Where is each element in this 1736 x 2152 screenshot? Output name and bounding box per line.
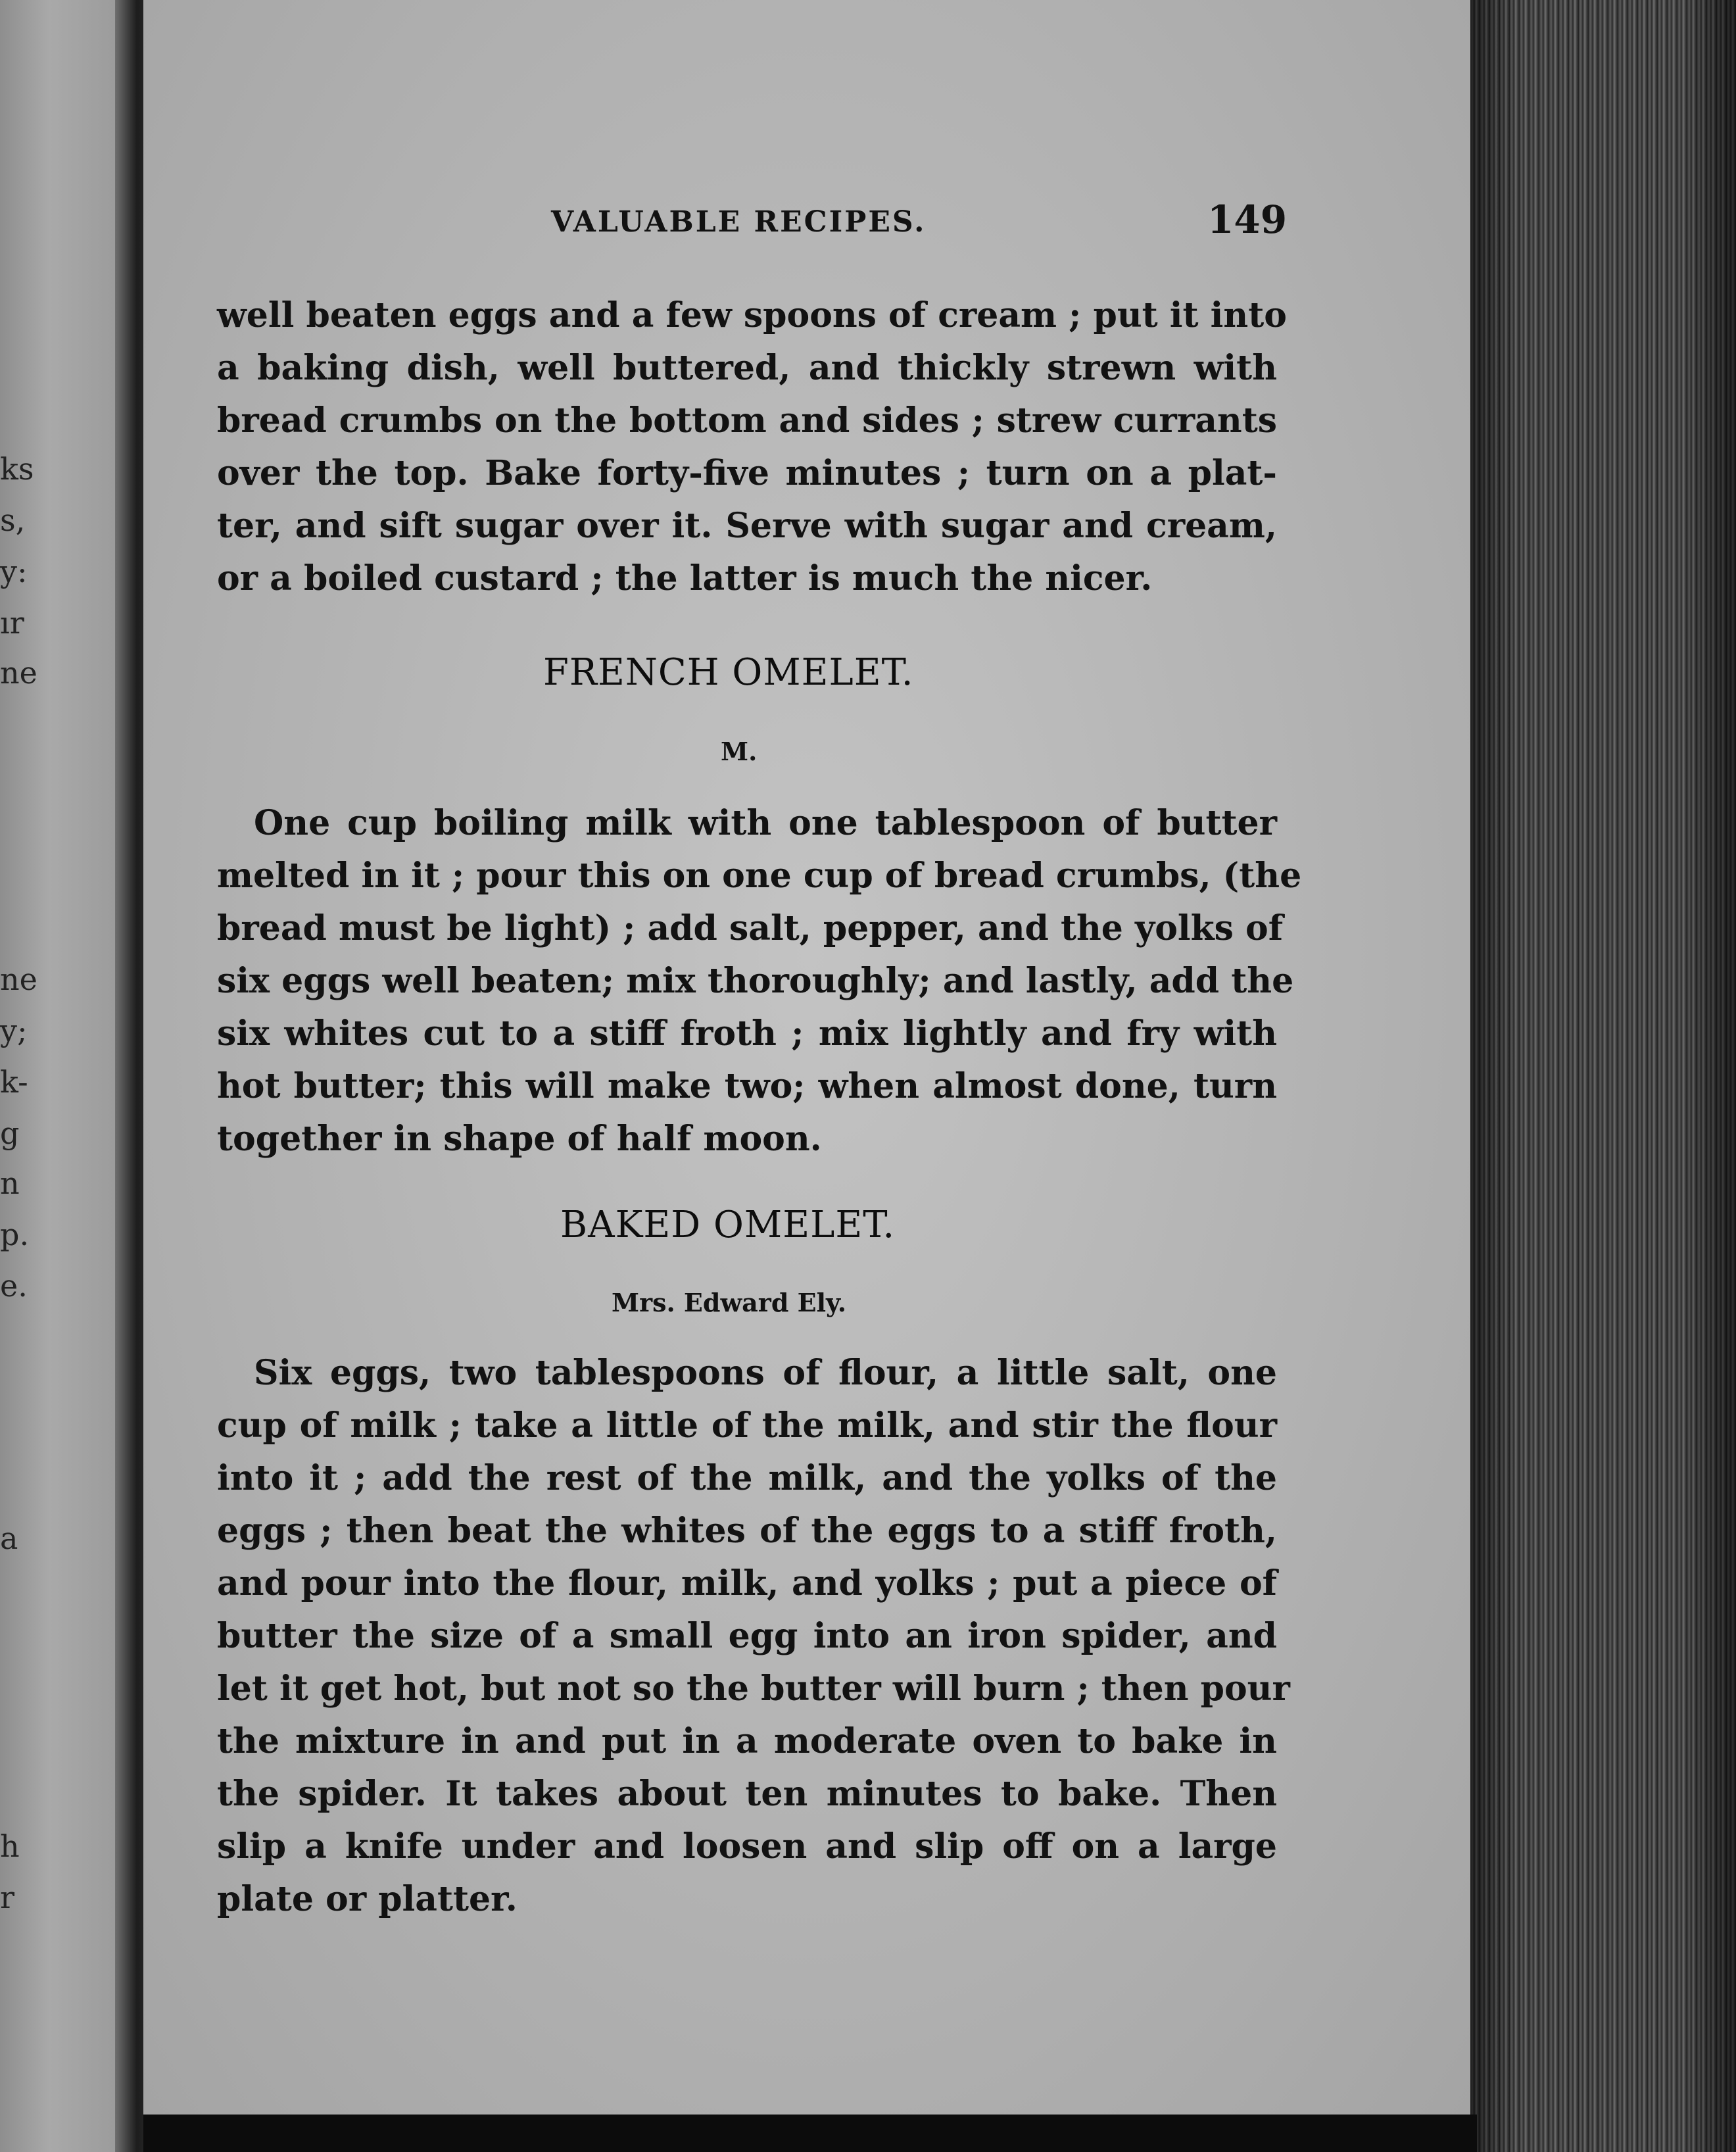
facing-page-fragment: ne: [0, 655, 37, 691]
facing-page-fragment: a: [0, 1521, 18, 1556]
running-head: VALUABLE RECIPES.: [551, 205, 927, 239]
continued-paragraph: [217, 289, 1287, 605]
recipe-title: BAKED OMELET.: [560, 1204, 896, 1246]
text-line: melted in it ; pour this on one cup of bread crumbs, (the: [217, 856, 1302, 896]
facing-page-fragment: p.: [0, 1217, 30, 1252]
recipe-title: FRENCH OMELET.: [543, 651, 914, 694]
text-line: over the top. Bake forty-five minutes ; turn on a plat-: [217, 453, 1277, 493]
text-line: bread crumbs on the bottom and sides ; strew currants: [217, 401, 1277, 441]
text-line: slip a knife under and loosen and slip off on a large: [217, 1826, 1277, 1867]
text-line: well beaten eggs and a few spoons of cream ; put it into: [217, 295, 1287, 335]
facing-page-fragment: y:: [0, 554, 28, 589]
text-line: a baking dish, well buttered, and thickly strewn with: [217, 348, 1277, 388]
page-number: 149: [1207, 197, 1288, 242]
facing-page-fragment: g: [0, 1115, 20, 1151]
text-line: into it ; add the rest of the milk, and the yolks of the: [217, 1458, 1277, 1498]
recipe-body: [217, 797, 1302, 1165]
facing-page-fragment: k-: [0, 1064, 28, 1100]
text-line: and pour into the flour, milk, and yolks ; put a piece of: [217, 1563, 1277, 1603]
text-line: butter the size of a small egg into an iron spider, and: [217, 1616, 1277, 1656]
facing-page-fragment: r: [0, 1880, 14, 1915]
recipe-author: Mrs. Edward Ely.: [612, 1288, 846, 1317]
text-line: bread must be light) ; add salt, pepper, and the yolks of: [217, 908, 1284, 948]
facing-page-fragment: ne: [0, 962, 37, 997]
text-line: plate or platter.: [217, 1879, 518, 1919]
facing-page: [0, 0, 125, 2152]
text-line: six eggs well beaten; mix thoroughly; and lastly, add the: [217, 961, 1294, 1001]
facing-page-fragment: n: [0, 1165, 20, 1201]
facing-page-fragment: ks: [0, 451, 34, 487]
text-line: cup of milk ; take a little of the milk, and stir the flour: [217, 1406, 1277, 1446]
text-line: eggs ; then beat the whites of the eggs to a stiff froth,: [217, 1511, 1277, 1551]
facing-page-fragment: ır: [0, 605, 24, 641]
text-line: six whites cut to a stiff froth ; mix lightly and fry with: [217, 1014, 1277, 1054]
text-line: together in shape of half moon.: [217, 1119, 822, 1159]
page-edges: [1470, 0, 1736, 2152]
text-line: ter, and sift sugar over it. Serve with sugar and cream,: [217, 506, 1277, 546]
facing-page-fragment: h: [0, 1828, 20, 1864]
text-line: Six eggs, two tablespoons of flour, a little salt, one: [254, 1353, 1277, 1393]
scan-border: [143, 2115, 1477, 2152]
text-line: One cup boiling milk with one tablespoon of butter: [254, 803, 1277, 843]
recipe-body: [217, 1347, 1290, 1926]
recipe-author: M.: [721, 737, 758, 766]
text-line: hot butter; this will make two; when almost done, turn: [217, 1066, 1277, 1106]
facing-page-fragment: s,: [0, 502, 26, 538]
facing-page-fragment: y;: [0, 1013, 28, 1048]
text-line: let it get hot, but not so the butter will burn ; then pour: [217, 1669, 1290, 1709]
text-line: the mixture in and put in a moderate oven to bake in: [217, 1721, 1277, 1761]
text-line: the spider. It takes about ten minutes to bake. Then: [217, 1774, 1277, 1814]
text-line: or a boiled custard ; the latter is much the nicer.: [217, 558, 1153, 599]
facing-page-fragment: e.: [0, 1268, 28, 1304]
